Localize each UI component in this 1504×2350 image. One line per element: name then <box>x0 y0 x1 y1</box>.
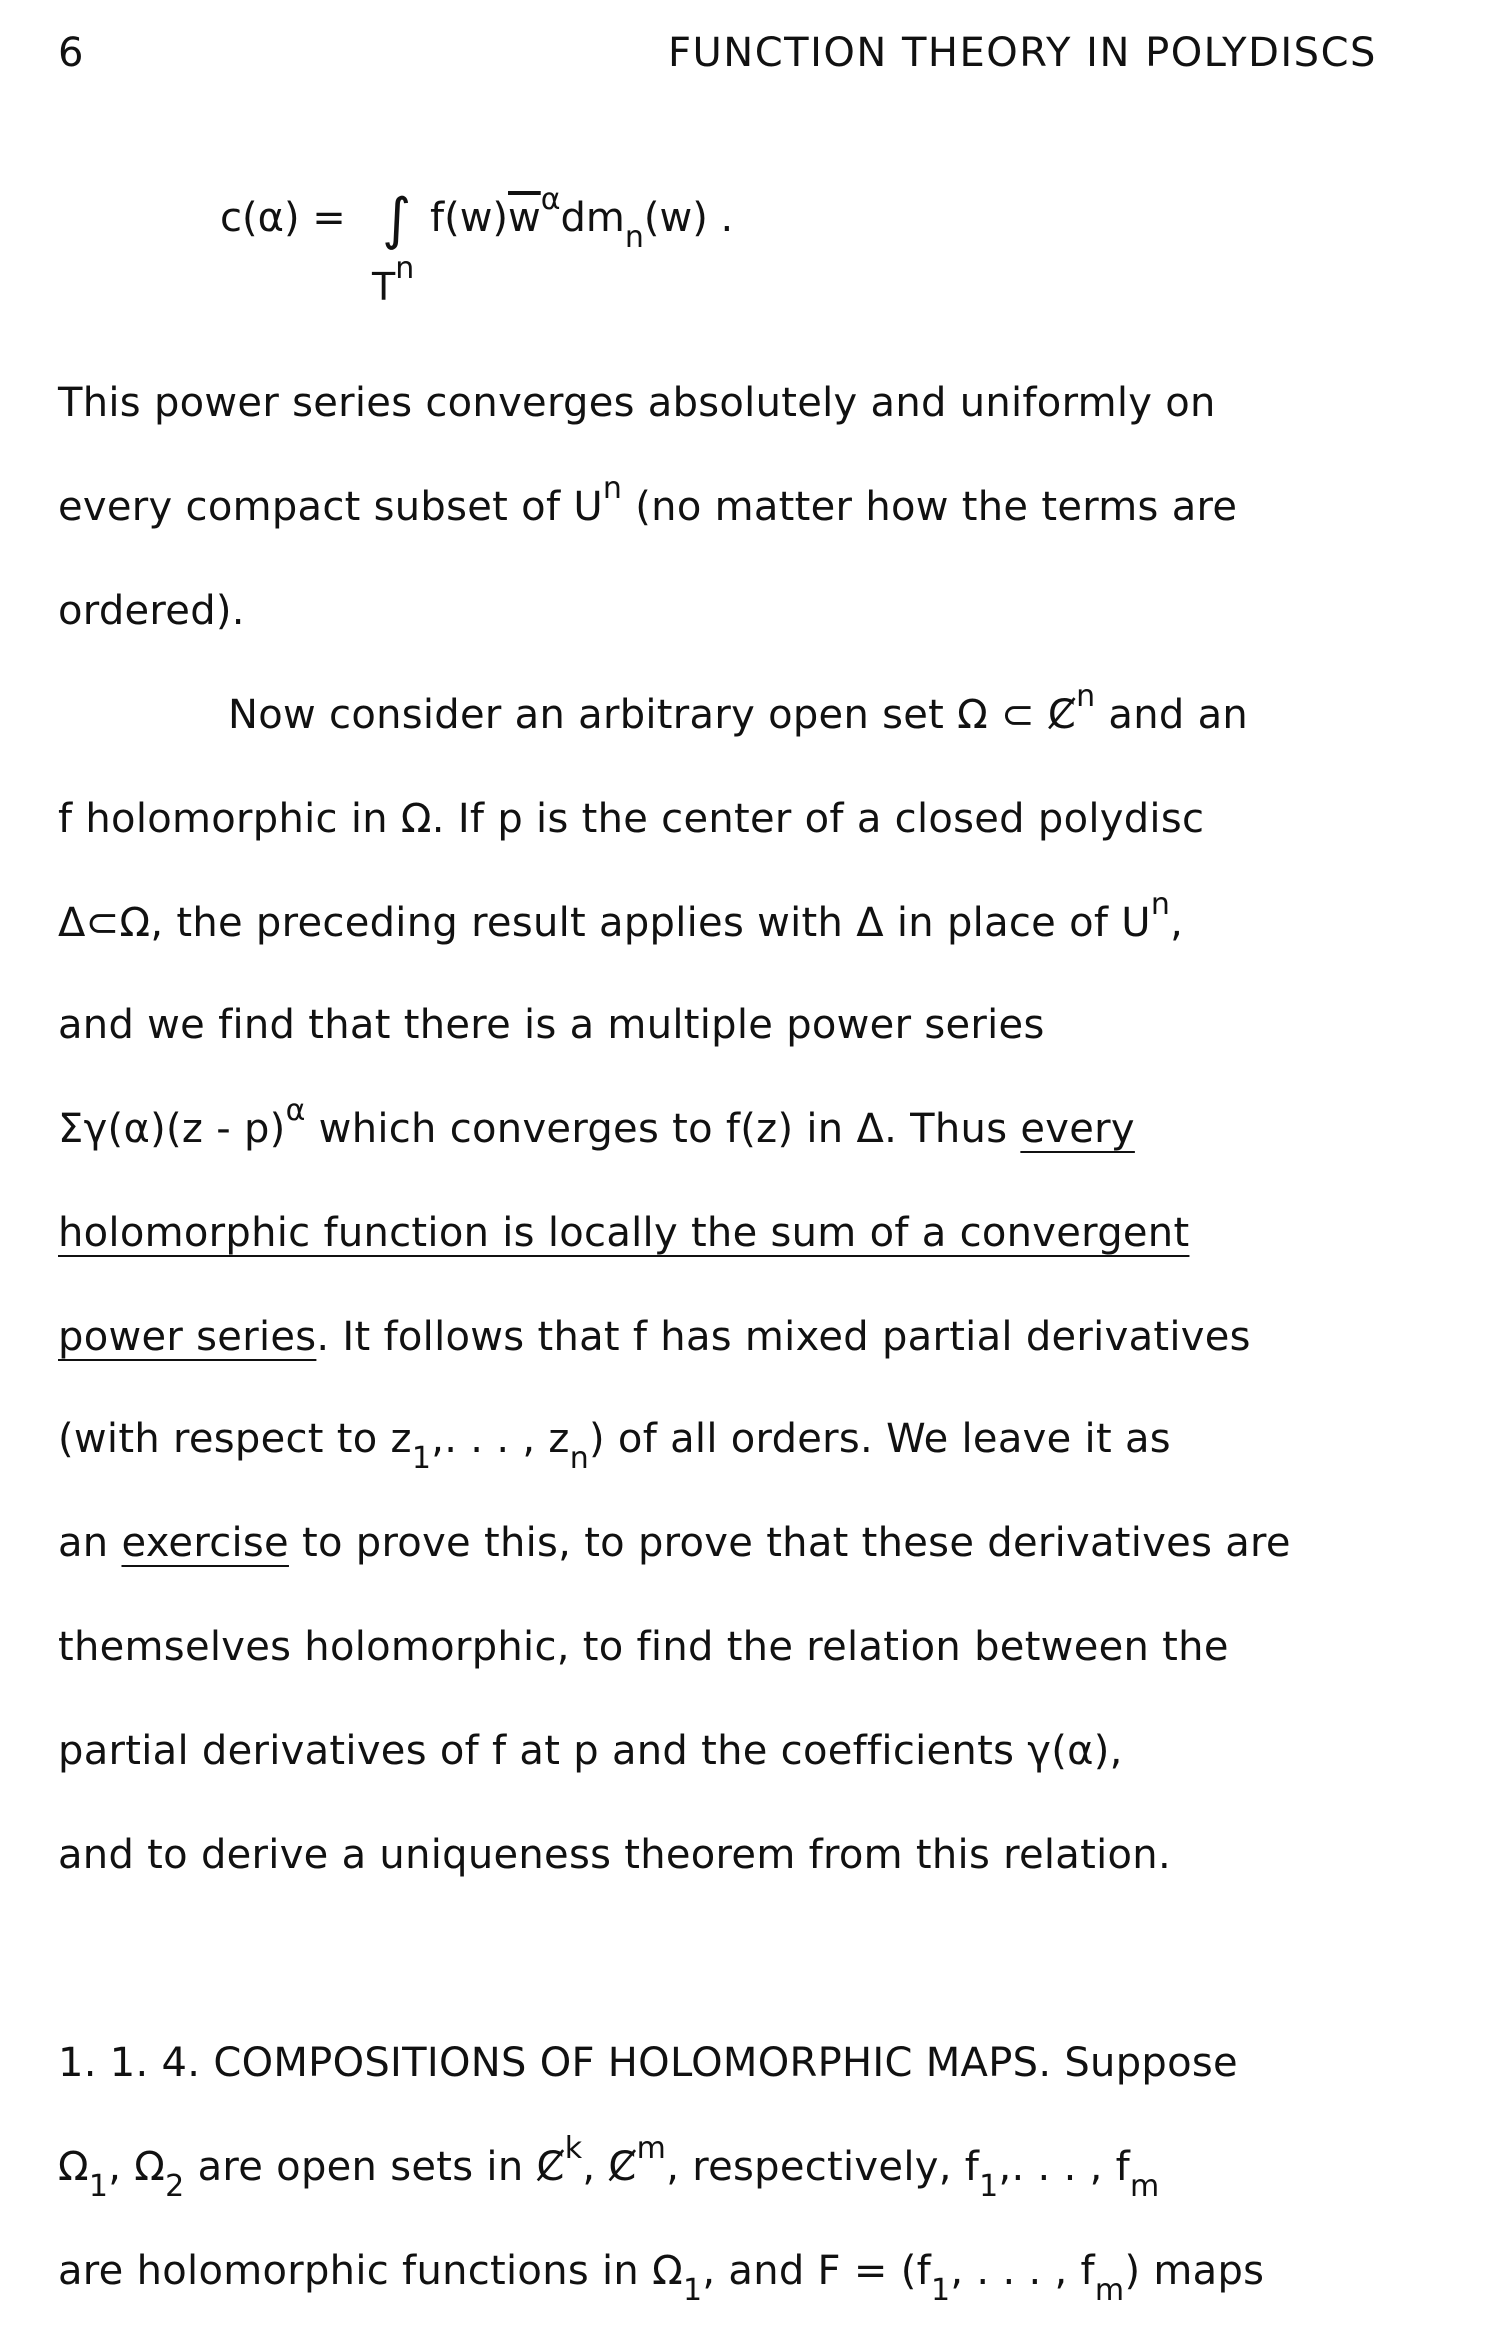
integral-lower-limit: $T^n$ <box>372 251 415 309</box>
text-line-8: Σγ(α)(z - p)$^\alpha$ which converges to f(z) in Δ. Thus every <box>58 1093 1135 1152</box>
text-line-12: an exercise to prove this, to prove that these derivatives are <box>58 1520 1291 1566</box>
text-line-17: $\Omega_1$, $\Omega_2$ are open sets in $Ȼ^k$, $Ȼ^m$, respectively, $f_1$,. . . , $f_m$ <box>58 2131 1160 2204</box>
text-line-10: power series. It follows that f has mixed partial derivatives <box>58 1314 1251 1360</box>
integral-sign: ∫ <box>382 187 412 252</box>
text-line-6: Δ⊂Ω, the preceding result applies with Δ in place of $U^n$, <box>58 887 1184 946</box>
text-line-5: f holomorphic in Ω. If p is the center of a closed polydisc <box>58 796 1205 842</box>
page-number: 6 <box>58 30 84 76</box>
text-line-9: holomorphic function is locally the sum of a convergent <box>58 1210 1190 1256</box>
text-line-4: Now consider an arbitrary open set Ω ⊂ $Ȼ^n$ and an <box>228 679 1249 738</box>
text-line-11: (with respect to $z_1$,. . . , $z_n$) of all orders. We leave it as <box>58 1416 1171 1476</box>
equation-integrand: $f(w)\overline{w}^\alpha dm_n(w)$ . <box>430 182 734 255</box>
text-line-13: themselves holomorphic, to find the relation between the <box>58 1624 1229 1670</box>
text-line-15: and to derive a uniqueness theorem from this relation. <box>58 1832 1171 1878</box>
text-line-2: every compact subset of $U^n$ (no matter how the terms are <box>58 471 1238 530</box>
text-line-18: are holomorphic functions in $\Omega_1$, and $F = (f_1$, . . . , $f_m$) maps <box>58 2248 1265 2308</box>
text-line-7: and we find that there is a multiple power series <box>58 1002 1045 1048</box>
text-line-3: ordered). <box>58 588 245 634</box>
section-heading: 1. 1. 4. COMPOSITIONS OF HOLOMORPHIC MAPS. Suppose <box>58 2040 1238 2086</box>
text-line-1: This power series converges absolutely and uniformly on <box>58 380 1216 426</box>
equation-lhs: c(α) = <box>220 195 346 241</box>
text-line-14: partial derivatives of f at p and the coefficients γ(α), <box>58 1728 1123 1774</box>
running-title: FUNCTION THEORY IN POLYDISCS <box>668 30 1377 76</box>
